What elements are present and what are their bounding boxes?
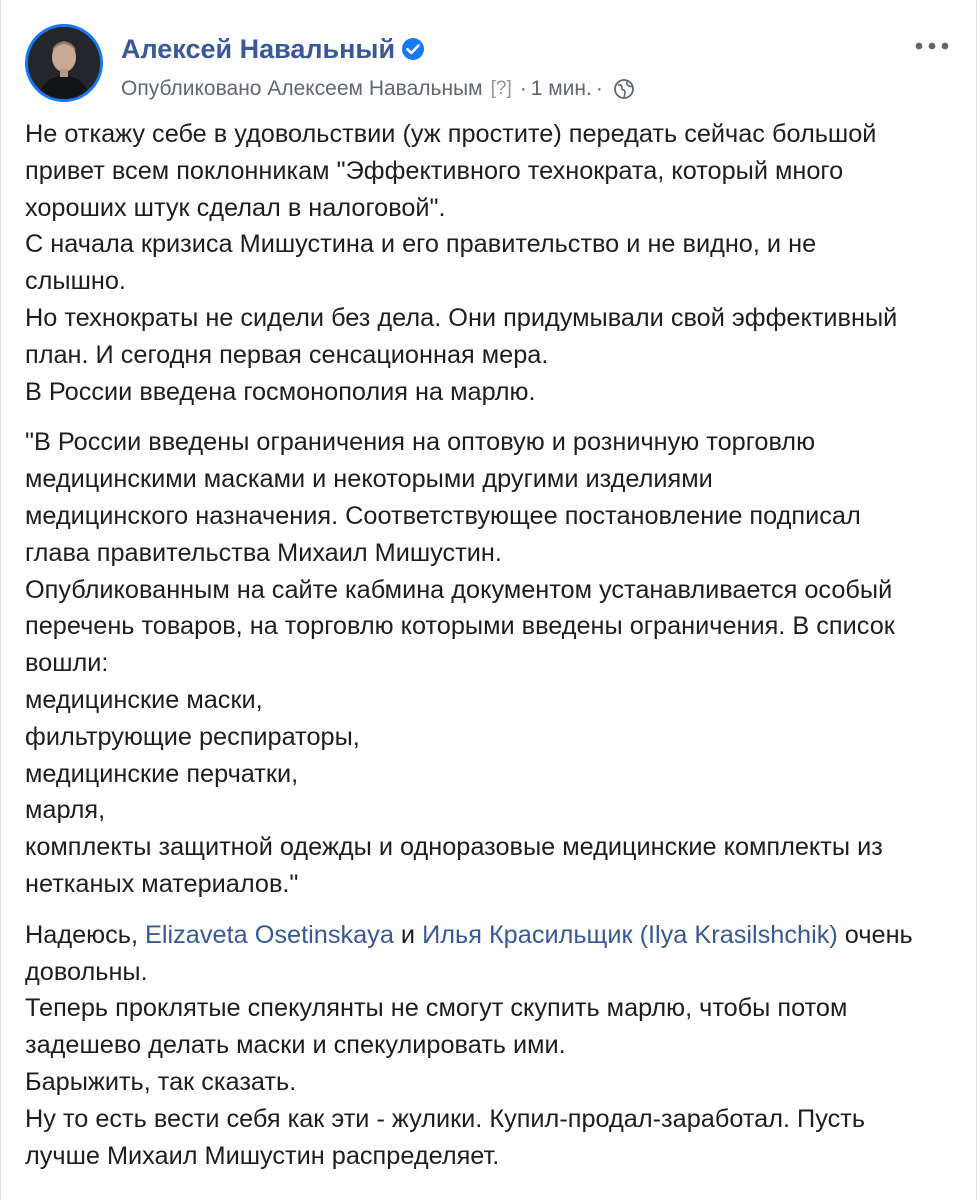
text-line: нетканых материалов.": [25, 869, 299, 898]
post-header: [25, 24, 952, 104]
text-line: марля,: [25, 796, 106, 825]
text-line-with-mentions: [25, 917, 955, 954]
text-line: слышно.: [25, 267, 126, 296]
text-line: медицинские перчатки,: [25, 759, 299, 788]
published-by-text: Опубликовано Алексеем Навальным: [121, 77, 483, 100]
author-name[interactable]: Алексей Навальный: [121, 34, 396, 64]
text-fragment: Надеюсь,: [25, 920, 146, 949]
text-line: В России введена госмонополия на марлю.: [25, 377, 536, 406]
text-line: Но технократы не сидели без дела. Они придумывали свой эффективный: [25, 303, 898, 332]
text-fragment: и: [393, 920, 423, 949]
text-line: глава правительства Михаил Мишустин.: [25, 538, 502, 567]
paragraph-closing: [25, 917, 955, 1175]
paragraph-gap: [25, 903, 955, 917]
help-link[interactable]: [?]: [490, 78, 512, 99]
text-line: С начала кризиса Мишустина и его правительство и не видно, и не: [25, 230, 817, 259]
text-line: хороших штук сделал в налоговой".: [25, 193, 446, 222]
verified-badge-icon: [401, 37, 425, 61]
text-fragment: очень: [837, 920, 913, 949]
text-line: Опубликованным на сайте кабмина документом устанавливается особый: [25, 575, 893, 604]
author-line: [121, 32, 425, 66]
post-timestamp[interactable]: 1 мин.: [530, 77, 592, 100]
meta-separator-2: ·: [595, 77, 603, 100]
text-line: план. И сегодня первая сенсационная мера.: [25, 340, 549, 369]
paragraph-gap: [25, 410, 955, 424]
text-line: лучше Михаил Мишустин распределяет.: [25, 1141, 500, 1170]
text-line: медицинскими масками и некоторыми другими изделиями: [25, 465, 713, 494]
paragraph-intro: [25, 116, 955, 410]
text-line: Барыжить, так сказать.: [25, 1067, 297, 1096]
text-line: перечень товаров, на торговлю которыми введены ограничения. В список: [25, 612, 895, 641]
post-body: [25, 116, 955, 1174]
mention-link-elizaveta[interactable]: Elizaveta Osetinskaya: [145, 920, 394, 949]
text-line: задешево делать маски и спекулировать ими.: [25, 1031, 566, 1060]
text-line: медицинского назначения. Соответствующее постановление подписал: [25, 501, 861, 530]
post-meta: [121, 74, 635, 104]
avatar-photo-icon: [28, 27, 100, 99]
more-dots-icon: [915, 42, 949, 50]
text-line: медицинские маски,: [25, 685, 263, 714]
globe-icon[interactable]: [613, 78, 635, 100]
text-line: "В России введены ограничения на оптовую и розничную торговлю: [25, 428, 816, 457]
text-line: фильтрующие респираторы,: [25, 722, 360, 751]
more-options-button[interactable]: [912, 34, 952, 58]
text-line: Теперь проклятые спекулянты не смогут скупить марлю, чтобы потом: [25, 994, 848, 1023]
text-line: вошли:: [25, 649, 109, 678]
text-line: Не откажу себе в удовольствии (уж простите) передать сейчас большой: [25, 120, 877, 148]
text-line: комплекты защитной одежды и одноразовые медицинские комплекты из: [25, 833, 883, 862]
text-line: Ну то есть вести себя как эти - жулики. Купил-продал-заработал. Пусть: [25, 1104, 865, 1133]
meta-separator: ·: [519, 77, 527, 100]
text-line: довольны.: [25, 957, 148, 986]
text-line: привет всем поклонникам "Эффективного технократа, который много: [25, 156, 844, 185]
author-avatar[interactable]: [25, 24, 103, 102]
mention-link-ilya[interactable]: Илья Красильщик (Ilya Krasilshchik): [422, 920, 838, 949]
paragraph-quote: [25, 424, 955, 902]
